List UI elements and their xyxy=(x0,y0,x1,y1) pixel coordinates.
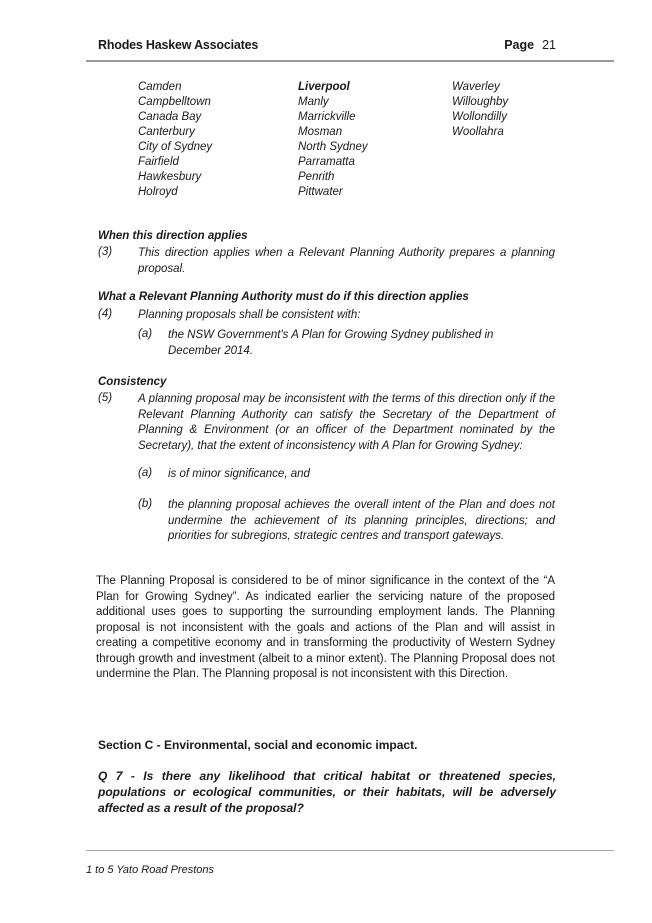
lga-item: Parramatta xyxy=(298,156,355,168)
page-header xyxy=(98,38,556,58)
page-number: 21 xyxy=(542,38,556,52)
lga-item: Willoughby xyxy=(452,96,509,108)
lga-item: Wollondilly xyxy=(452,111,507,123)
lga-item: North Sydney xyxy=(298,141,368,153)
lga-item: Mosman xyxy=(298,126,343,138)
consistency-heading: Consistency xyxy=(98,376,167,388)
clause-text: Planning proposals shall be consistent with: xyxy=(138,309,361,321)
page-indicator xyxy=(504,38,556,52)
page-label: Page xyxy=(504,38,535,52)
section-c-title: Section C - Environmental, social and economic impact. xyxy=(98,738,418,752)
lga-item: Canterbury xyxy=(138,126,195,138)
lga-column-1 xyxy=(138,80,212,200)
lga-column-2 xyxy=(298,80,368,200)
lga-item: Penrith xyxy=(298,171,335,183)
question-7: Q 7 - Is there any likelihood that critical habitat or threatened species, populations or ecological communities, or their habitats, will be adversely affected as a result of the proposal? xyxy=(98,769,556,815)
company-name: Rhodes Haskew Associates xyxy=(98,38,259,52)
lga-item: Holroyd xyxy=(138,186,178,198)
lga-item: Camden xyxy=(138,81,182,93)
lga-item: City of Sydney xyxy=(138,141,213,153)
footer-rule xyxy=(86,850,614,851)
footer-address: 1 to 5 Yato Road Prestons xyxy=(86,864,215,876)
subclause-label: (a) xyxy=(138,328,153,340)
clause-number: (3) xyxy=(98,246,113,258)
lga-item: Waverley xyxy=(452,81,500,93)
lga-item: Canada Bay xyxy=(138,111,202,123)
subclause-text: the NSW Government's A Plan for Growing Sydney published in December 2014. xyxy=(168,329,494,357)
lga-item: Campbelltown xyxy=(138,96,211,108)
assessment-paragraph: The Planning Proposal is considered to be of minor significance in the context of the “A Plan for Growing Sydney”. As indicated earlier the servicing nature of the proposed additional uses goes to supporting the surrounding employment lands. The Planning proposal is not inconsistent with the goals and actions of the Plan and will assist in creating a competitive economy and in transforming the productivity of Western Sydney through growth and investment (albeit to a minor extent). The Planning Proposal does not undermine the Plan. The Planning proposal is not inconsistent with this Direction. xyxy=(96,575,555,680)
lga-column-3 xyxy=(452,80,508,140)
lga-item: Fairfield xyxy=(138,156,179,168)
subclause-label: (b) xyxy=(138,498,153,510)
clause-number: (5) xyxy=(98,392,113,404)
lga-item: Pittwater xyxy=(298,186,343,198)
clause-text: This direction applies when a Relevant Planning Authority prepares a planning proposal. xyxy=(138,247,555,275)
subclause-text: is of minor significance, and xyxy=(168,468,310,480)
lga-item: Hawkesbury xyxy=(138,171,202,183)
clause-text: A planning proposal may be inconsistent with the terms of this direction only if the Relevant Planning Authority can satisfy the Secretary of the Department of Planning & Environment (or an officer of the Department nominated by the Secretary), that the extent of inconsistency with A Plan for Growing Sydney: xyxy=(138,393,555,452)
subclause-label: (a) xyxy=(138,467,153,479)
lga-item: Manly xyxy=(298,96,329,108)
header-rule xyxy=(86,60,614,62)
when-applies-heading: When this direction applies xyxy=(98,230,248,242)
clause-number: (4) xyxy=(98,308,113,320)
subclause-text: the planning proposal achieves the overall intent of the Plan and does not undermine the achievement of its planning principles, directions; and priorities for subregions, strategic centres and transport gateways. xyxy=(168,499,555,542)
lga-item-highlighted: Liverpool xyxy=(298,81,350,93)
lga-item: Marrickville xyxy=(298,111,356,123)
lga-item: Woollahra xyxy=(452,126,504,138)
must-do-heading: What a Relevant Planning Authority must do if this direction applies xyxy=(98,291,469,303)
